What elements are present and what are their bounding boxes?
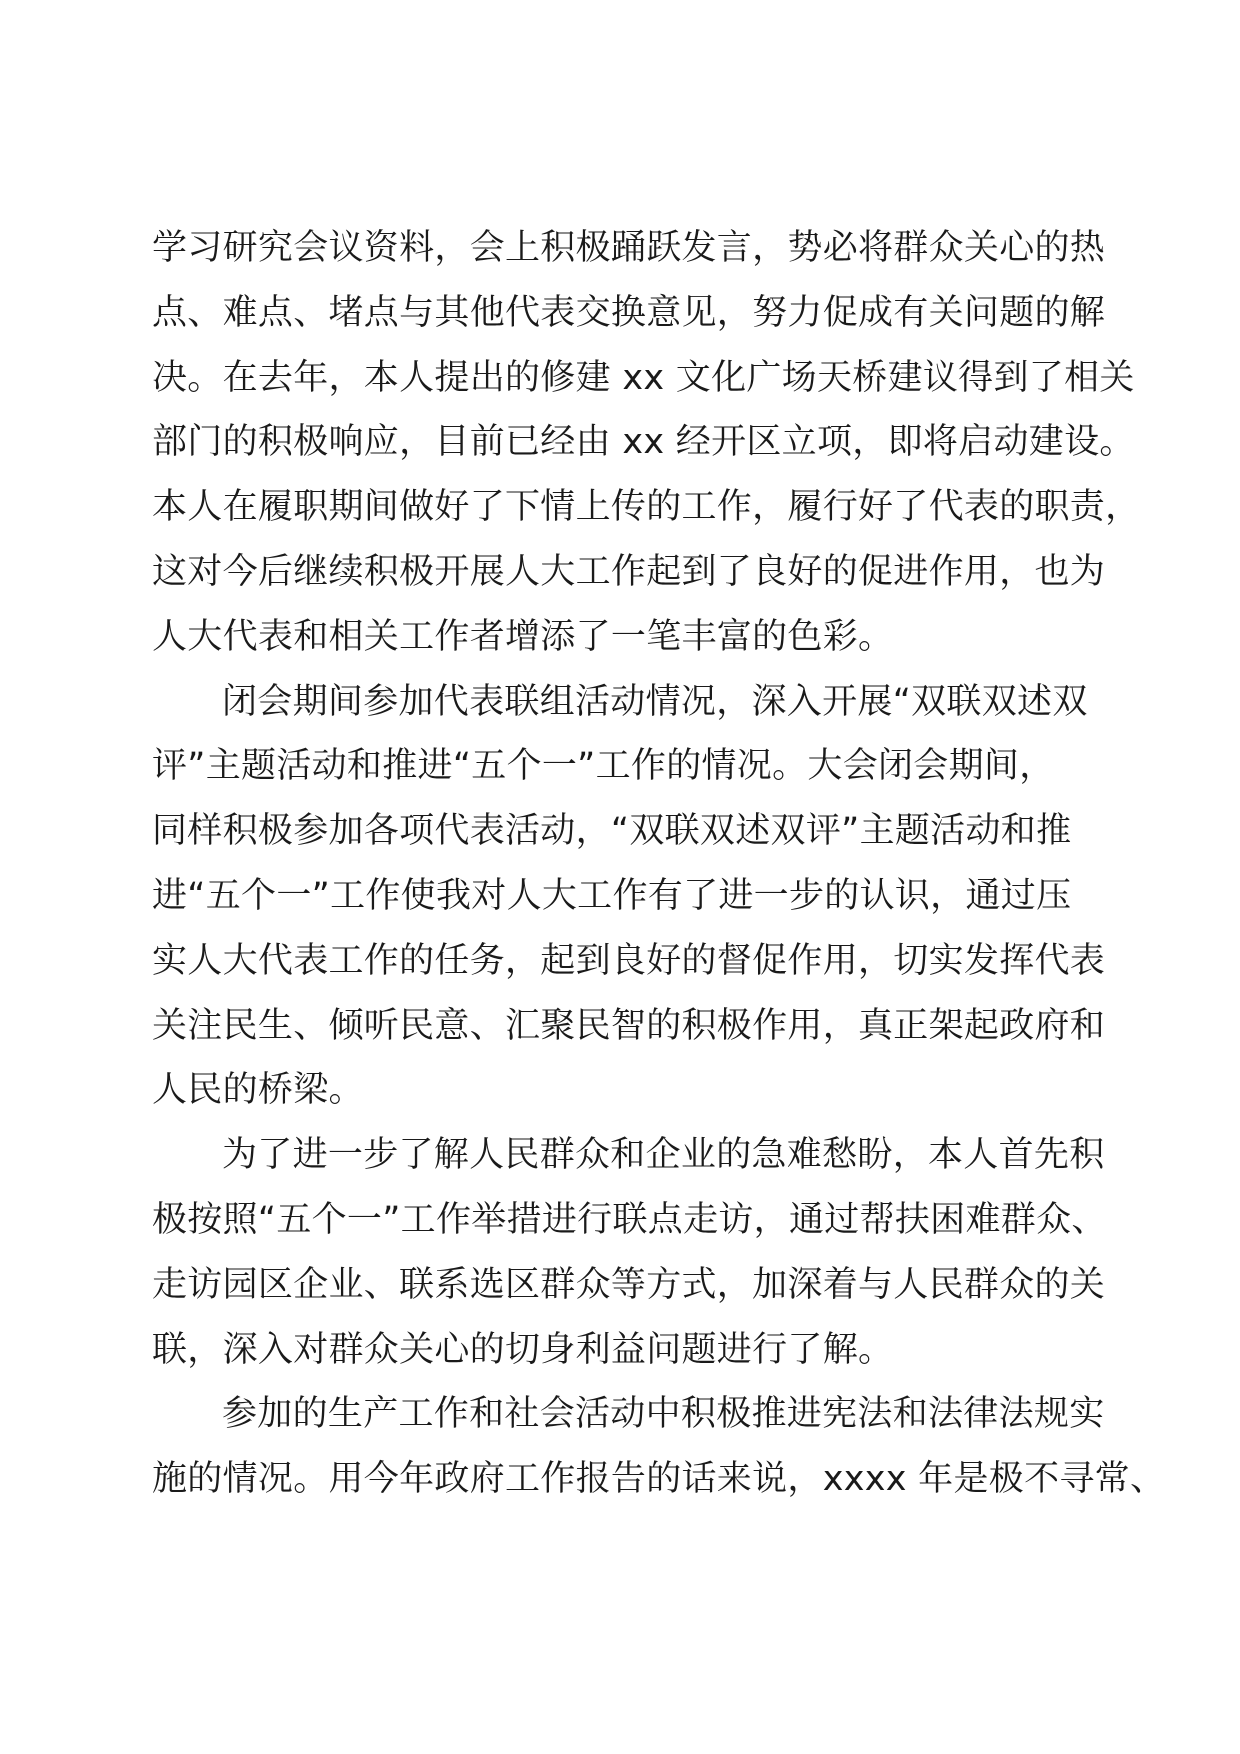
text-line: 实人大代表工作的任务，起到良好的督促作用，切实发挥代表 [152, 940, 1106, 981]
text-line: 这对今后继续积极开展人大工作起到了良好的促进作用，也为 [152, 551, 1106, 592]
paragraph-first-line: 参加的生产工作和社会活动中积极推进宪法和法律法规实 [222, 1394, 1105, 1435]
text-line: 部门的积极响应，目前已经由 xx 经开区立项，即将启动建设。 [152, 422, 1135, 463]
text-line: 学习研究会议资料，会上积极踊跃发言，势必将群众关心的热 [152, 228, 1106, 268]
text-line: 施的情况。用今年政府工作报告的话来说，xxxx 年是极不寻常、 [152, 1459, 1166, 1500]
text-line: 关注民生、倾听民意、汇聚民智的积极作用，真正架起政府和 [152, 1005, 1106, 1046]
text-line: 评”主题活动和推进“五个一”工作的情况。大会闭会期间， [152, 746, 1055, 787]
text-line: 决。在去年，本人提出的修建 xx 文化广场天桥建议得到了相关 [152, 357, 1135, 398]
paragraph-first-line: 为了进一步了解人民群众和企业的急难愁盼，本人首先积 [222, 1135, 1105, 1176]
text-line: 极按照“五个一”工作举措进行联点走访，通过帮扶困难群众、 [152, 1199, 1107, 1240]
text-line: 进“五个一”工作使我对人大工作有了进一步的认识，通过压 [152, 875, 1072, 916]
paragraph-first-line: 闭会期间参加代表联组活动情况，深入开展“双联双述双 [222, 681, 1088, 722]
text-line: 同样积极参加各项代表活动，“双联双述双评”主题活动和推 [152, 811, 1072, 852]
text-line: 联，深入对群众关心的切身利益问题进行了解。 [152, 1329, 894, 1370]
text-line: 人大代表和相关工作者增添了一笔丰富的色彩。 [152, 616, 894, 657]
document-body [152, 216, 1166, 1512]
text-line: 走访园区企业、联系选区群众等方式，加深着与人民群众的关 [152, 1264, 1106, 1305]
text-line: 人民的桥梁。 [152, 1070, 364, 1111]
text-line: 本人在履职期间做好了下情上传的工作，履行好了代表的职责， [152, 487, 1141, 528]
text-line: 点、难点、堵点与其他代表交换意见，努力促成有关问题的解 [152, 292, 1106, 333]
